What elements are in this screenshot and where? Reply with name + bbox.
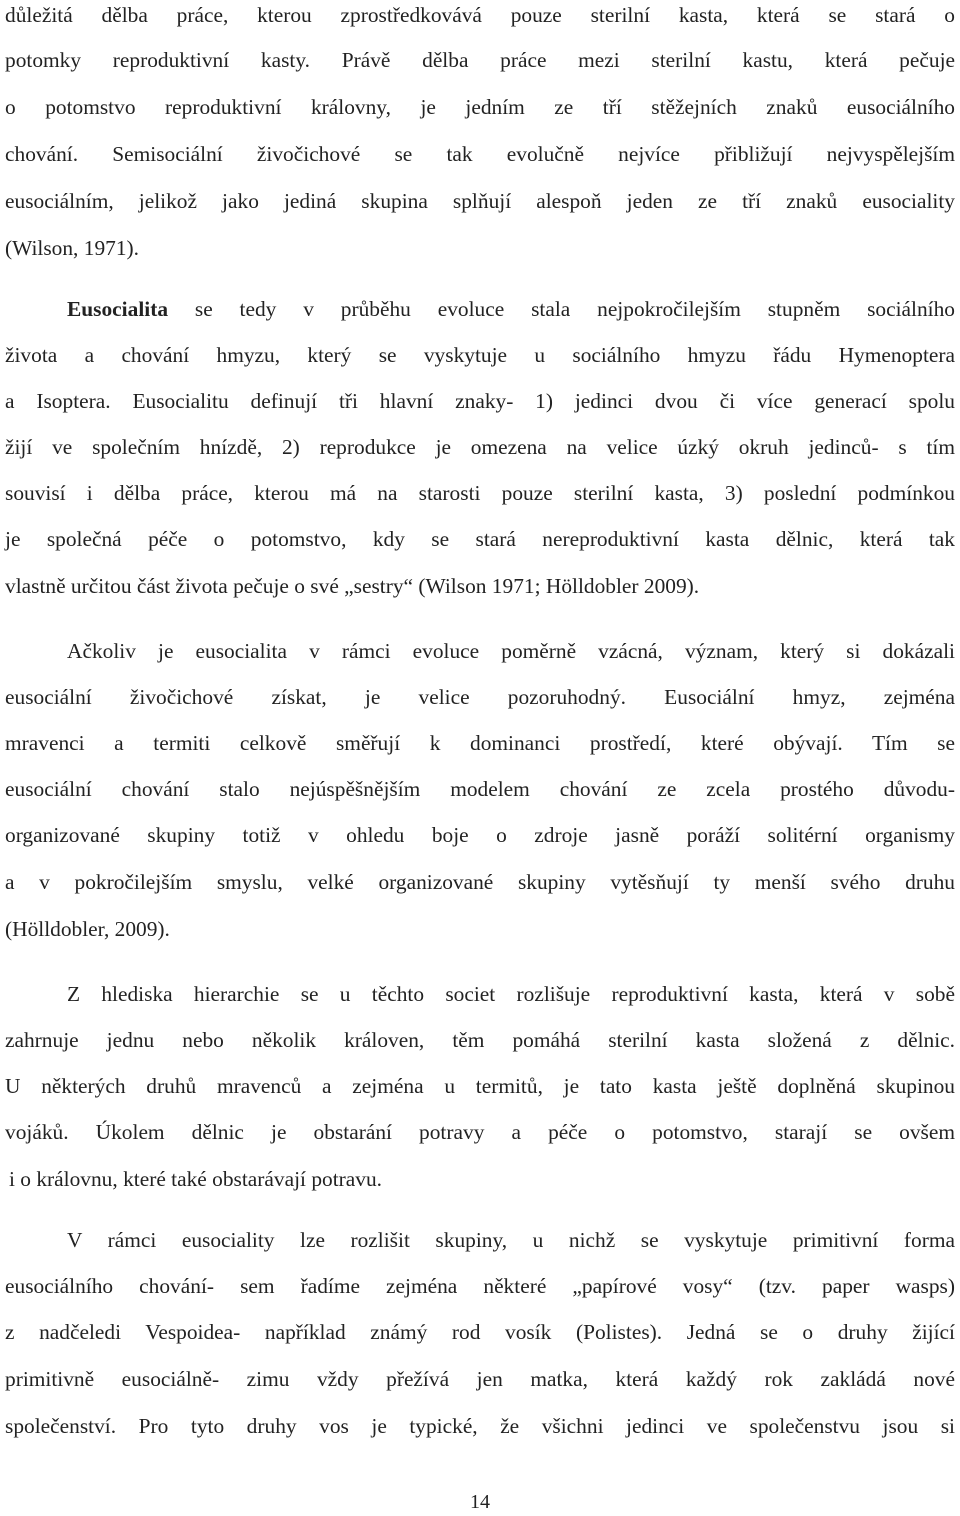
text-line: souvisí i dělba práce, kterou má na starosti pouze sterilní kasta, 3) poslední podmínkou	[5, 481, 955, 505]
text-line: Ačkoliv je eusocialita v rámci evoluce poměrně vzácná, význam, který si dokázali	[67, 639, 955, 663]
text-line: U některých druhů mravenců a zejména u termitů, je tato kasta ještě doplněná skupinou	[5, 1074, 955, 1098]
text-line: o potomstvo reproduktivní královny, je jedním ze tří stěžejních znaků eusociálního	[5, 95, 955, 119]
text-line: vojáků. Úkolem dělnic je obstarání potravy a péče o potomstvo, starají se ovšem	[5, 1120, 955, 1144]
text-line: důležitá dělba práce, kterou zprostředkovává pouze sterilní kasta, která se stará o	[5, 3, 955, 27]
text-line: mravenci a termiti celkově směřují k dominanci prostředí, které obývají. Tím se	[5, 731, 955, 755]
text-line: zahrnuje jednu nebo několik královen, těm pomáhá sterilní kasta složená z dělnic.	[5, 1028, 955, 1052]
text-line: a v pokročilejším smyslu, velké organizované skupiny vytěsňují ty menší svého druhu	[5, 870, 955, 894]
text-line: společenství. Pro tyto druhy vos je typické, že všichni jedinci ve společenstvu jsou si	[5, 1414, 955, 1438]
text-line: a Isoptera. Eusocialitu definují tři hlavní znaky- 1) jedinci dvou či více generací spolu	[5, 389, 955, 413]
text-line: primitivně eusociálně- zimu vždy přežívá jen matka, která každý rok zakládá nové	[5, 1367, 955, 1391]
text-line: eusociální chování stalo nejúspěšnějším modelem chování ze zcela prostého důvodu-	[5, 777, 955, 801]
text-line: V rámci eusociality lze rozlišit skupiny, u nichž se vyskytuje primitivní forma	[67, 1228, 955, 1252]
text-line: z nadčeledi Vespoidea- například známý rod vosík (Polistes). Jedná se o druhy žijící	[5, 1320, 955, 1344]
text-line: Z hlediska hierarchie se u těchto societ rozlišuje reproduktivní kasta, která v sobě	[67, 982, 955, 1006]
page-number: 14	[470, 1491, 490, 1513]
text-line: (Wilson, 1971).	[5, 236, 140, 260]
text-line: i o královnu, které také obstarávají potravu.	[9, 1167, 383, 1191]
text-line: (Hölldobler, 2009).	[5, 917, 170, 941]
text-line: eusociální živočichové získat, je velice pozoruhodný. Eusociální hmyz, zejména	[5, 685, 955, 709]
text-line: života a chování hmyzu, který se vyskytuje u sociálního hmyzu řádu Hymenoptera	[5, 343, 955, 367]
text-line: potomky reproduktivní kasty. Právě dělba práce mezi sterilní kastu, která pečuje	[5, 48, 955, 72]
text-line: je společná péče o potomstvo, kdy se stará nereproduktivní kasta dělnic, která tak	[5, 527, 955, 551]
text-line	[67, 294, 955, 324]
text-line: vlastně určitou část života pečuje o své „sestry“ (Wilson 1971; Hölldobler 2009).	[5, 574, 700, 598]
text-line: eusociálního chování- sem řadíme zejména některé „papírové vosy“ (tzv. paper wasps)	[5, 1274, 955, 1298]
text-segment: se tedy v průběhu evoluce stala nejpokročilejším stupněm sociálního	[168, 297, 955, 321]
text-line: chování. Semisociální živočichové se tak evolučně nejvíce přibližují nejvyspělejším	[5, 142, 955, 166]
bold-term: Eusocialita	[67, 297, 169, 321]
text-line: organizované skupiny totiž v ohledu boje o zdroje jasně poráží solitérní organismy	[5, 823, 955, 847]
text-line: žijí ve společním hnízdě, 2) reprodukce je omezena na velice úzký okruh jedinců- s tím	[5, 435, 955, 459]
text-line: eusociálním, jelikož jako jediná skupina splňují alespoň jeden ze tří znaků eusociality	[5, 189, 955, 213]
